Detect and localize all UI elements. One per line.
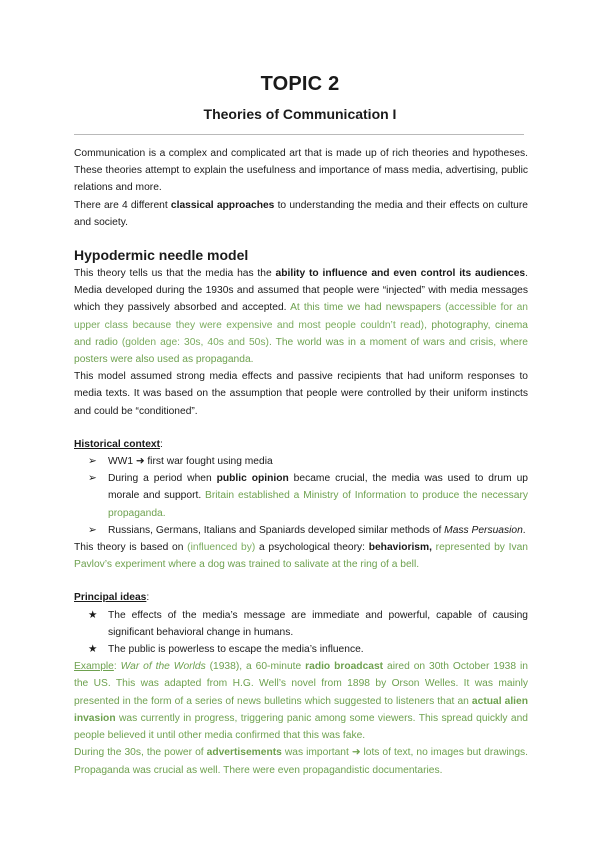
example-paragraph: Example: War of the Worlds (1938), a 60-minute radio broadcast aired on 30th October 1938 in the US. This was adapted from H.G. Well’s novel from 1898 by Orson Welles. It was mainly presented in the form of a series of news bulletins which suggested to listeners that an actual alien invasion was currently in progress, triggering panic among some viewers. This spread quickly and people believed it until other media confirmed that this was fake. [74, 661, 528, 742]
star-bullet-icon: ★ [88, 609, 98, 621]
intro-paragraph: Communication is a complex and complicated art that is made up of rich theories and hypotheses. These theories attempt to explain the usefulness and importance of mass media, advertising, public relations and more. [74, 148, 528, 194]
hypodermic-paragraph-effects: This model assumed strong media effects and passive recipients that had uniform responses to media texts. It was based on the assumption that people were controlled by their uniform instincts and could be “conditioned”. [74, 371, 528, 417]
behaviorism-paragraph: This theory is based on (influenced by) a psychological theory: behaviorism, represented by Ivan Pavlov’s experiment where a dog was trained to salivate at the ring of a bell. [74, 542, 529, 571]
intro-paragraph-approaches: There are 4 different classical approaches to understanding the media and their effects on culture and society. [74, 199, 528, 228]
page-subtitle: Theories of Communication I [203, 106, 397, 122]
list-item: ➢ WW1 ➜ first war fought using media [74, 453, 528, 470]
advertisements-paragraph: During the 30s, the power of advertisements was important ➜ lots of text, no images but drawings. Propaganda was crucial as well. There were even propagandistic documentaries. [74, 747, 528, 776]
hypodermic-paragraph: This theory tells us that the media has the ability to influence and even control its audiences. Media developed during the 1930s and assumed that people were “injected” with media messages which they passively absorbed and accepted. At this time we had newspapers (accessible for an upper class because they were expensive and most people couldn’t read), photography, cinema and radio (golden age: 30s, 40s and 50s). The world was in a moment of wars and crisis, where posters were also used as propaganda. [74, 268, 529, 366]
arrow-bullet-icon: ➢ [88, 524, 97, 536]
list-item: ➢ During a period when public opinion became crucial, the media was used to drum up morale and support. Britain established a Ministry of Information to produce the necessary propaganda. [74, 470, 528, 522]
list-item: ★ The public is powerless to escape the media’s influence. [74, 641, 528, 658]
star-bullet-icon: ★ [88, 644, 98, 656]
arrow-bullet-icon: ➢ [88, 456, 97, 468]
principal-ideas-list [74, 607, 528, 659]
page-title: TOPIC 2 [260, 73, 340, 95]
principal-ideas-label: Principal ideas: [74, 592, 150, 604]
title-divider [74, 134, 524, 135]
historical-context-list [74, 453, 528, 539]
historical-context-label: Historical context: [74, 438, 163, 450]
document-body [74, 145, 528, 779]
list-item: ➢ Russians, Germans, Italians and Spaniards developed similar methods of Mass Persuasion. [74, 522, 528, 539]
arrow-bullet-icon: ➢ [88, 473, 97, 485]
list-item: ★ The effects of the media’s message are immediate and powerful, capable of causing significant behavioral change in humans. [74, 607, 528, 641]
section-heading-hypodermic: Hypodermic needle model [74, 247, 249, 264]
